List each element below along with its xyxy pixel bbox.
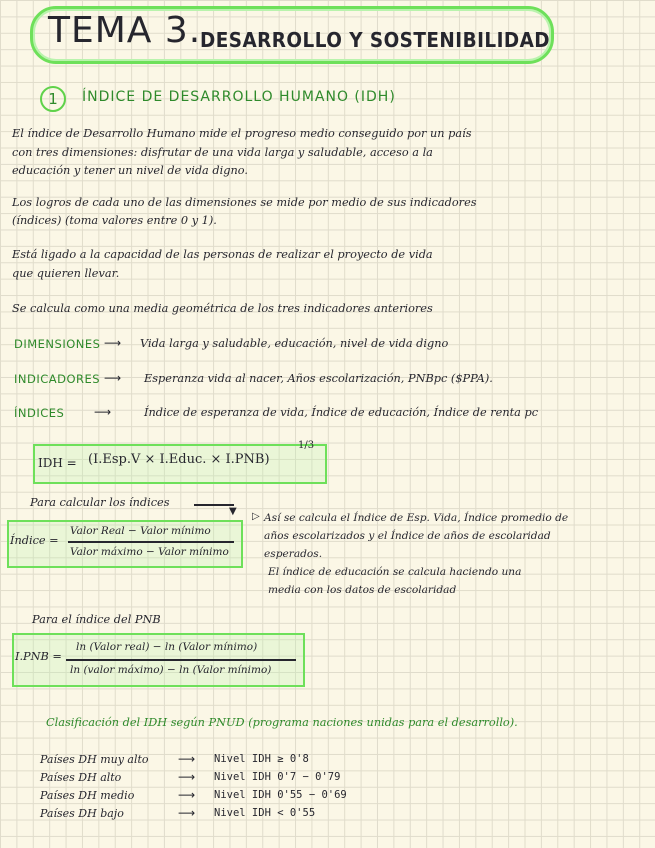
calc-indices-note-line: esperados. (264, 548, 323, 560)
arrow-right-icon: ⟶ (104, 336, 122, 350)
definition-label: INDICADORES (14, 372, 101, 386)
indice-formula-numerator: Valor Real − Valor mínimo (70, 525, 211, 537)
page-subtitle: DESARROLLO Y SOSTENIBILIDAD (200, 28, 551, 52)
classification-group: Países DH bajo (40, 807, 124, 820)
fraction-line (66, 659, 296, 661)
arrow-right-icon: ⟶ (178, 806, 196, 820)
paragraph-line: El índice de Desarrollo Humano mide el progreso medio conseguido por un país (12, 127, 472, 140)
definition-label: DIMENSIONES (14, 337, 101, 351)
classification-group: Países DH medio (40, 789, 135, 802)
definition-label: ÍNDICES (14, 406, 65, 420)
calc-indices-note-line: años escolarizados y el Índice de años de escolaridad (264, 530, 551, 542)
arrow-down-icon: ▼ (229, 506, 237, 517)
classification-group: Países DH alto (40, 771, 122, 784)
paragraph-line: Se calcula como una media geométrica de los tres indicadores anteriores (12, 302, 433, 315)
arrow-right-icon: ⟶ (178, 788, 196, 802)
connector-line (194, 504, 234, 506)
paragraph-line: (índices) (toma valores entre 0 y 1). (12, 214, 217, 227)
idh-formula-body: (I.Esp.V × I.Educ. × I.PNB) (88, 452, 270, 467)
paragraph-line: Está ligado a la capacidad de las personas de realizar el proyecto de vida (12, 248, 433, 261)
arrow-right-icon: ⟶ (178, 770, 196, 784)
arrow-right-icon: ▷ (252, 511, 260, 522)
classification-title: Clasificación del IDH según PNUD (programa naciones unidas para el desarrollo). (46, 716, 518, 729)
paragraph-line: Los logros de cada uno de las dimensiones se mide por medio de sus indicadores (12, 196, 477, 209)
paragraph-line: educación y tener un nivel de vida digno. (12, 164, 248, 177)
pnb-formula-lhs: I.PNB = (15, 650, 62, 663)
paragraph-line: que quieren llevar. (12, 267, 120, 280)
indice-formula-denominator: Valor máximo − Valor mínimo (70, 546, 229, 558)
arrow-right-icon: ⟶ (94, 405, 112, 419)
definition-text: Esperanza vida al nacer, Años escolarización, PNBpc ($PPA). (144, 372, 493, 385)
idh-formula-lhs: IDH = (38, 456, 77, 470)
classification-level: Nivel IDH ≥ 0'8 (214, 753, 309, 765)
idh-formula-exponent: 1/3 (298, 440, 315, 451)
calc-indices-note-line: El índice de educación se calcula haciendo una (268, 566, 522, 578)
section-title: ÍNDICE DE DESARROLLO HUMANO (IDH) (82, 89, 396, 105)
classification-level: Nivel IDH 0'55 − 0'69 (214, 789, 347, 801)
classification-level: Nivel IDH 0'7 − 0'79 (214, 771, 341, 783)
calc-indices-note-line: media con los datos de escolaridad (268, 584, 457, 596)
page-title: TEMA 3. (48, 10, 202, 51)
indice-formula-lhs: Índice = (10, 534, 59, 547)
definition-text: Índice de esperanza de vida, Índice de educación, Índice de renta pc (144, 406, 539, 419)
classification-group: Países DH muy alto (40, 753, 149, 766)
arrow-right-icon: ⟶ (104, 371, 122, 385)
calc-indices-caption: Para calcular los índices (30, 496, 170, 509)
pnb-formula-numerator: ln (Valor real) − ln (Valor mínimo) (76, 641, 258, 653)
classification-level: Nivel IDH < 0'55 (214, 807, 316, 819)
section-number: 1 (40, 86, 66, 112)
paragraph-line: con tres dimensiones: disfrutar de una vida larga y saludable, acceso a la (12, 146, 433, 159)
definition-text: Vida larga y saludable, educación, nivel de vida digno (140, 337, 449, 350)
calc-indices-note-line: Así se calcula el Índice de Esp. Vida, Índice promedio de (264, 512, 569, 524)
calc-pnb-caption: Para el índice del PNB (32, 613, 161, 626)
arrow-right-icon: ⟶ (178, 752, 196, 766)
fraction-line (68, 541, 234, 543)
pnb-formula-denominator: ln (valor máximo) − ln (Valor mínimo) (70, 664, 272, 676)
